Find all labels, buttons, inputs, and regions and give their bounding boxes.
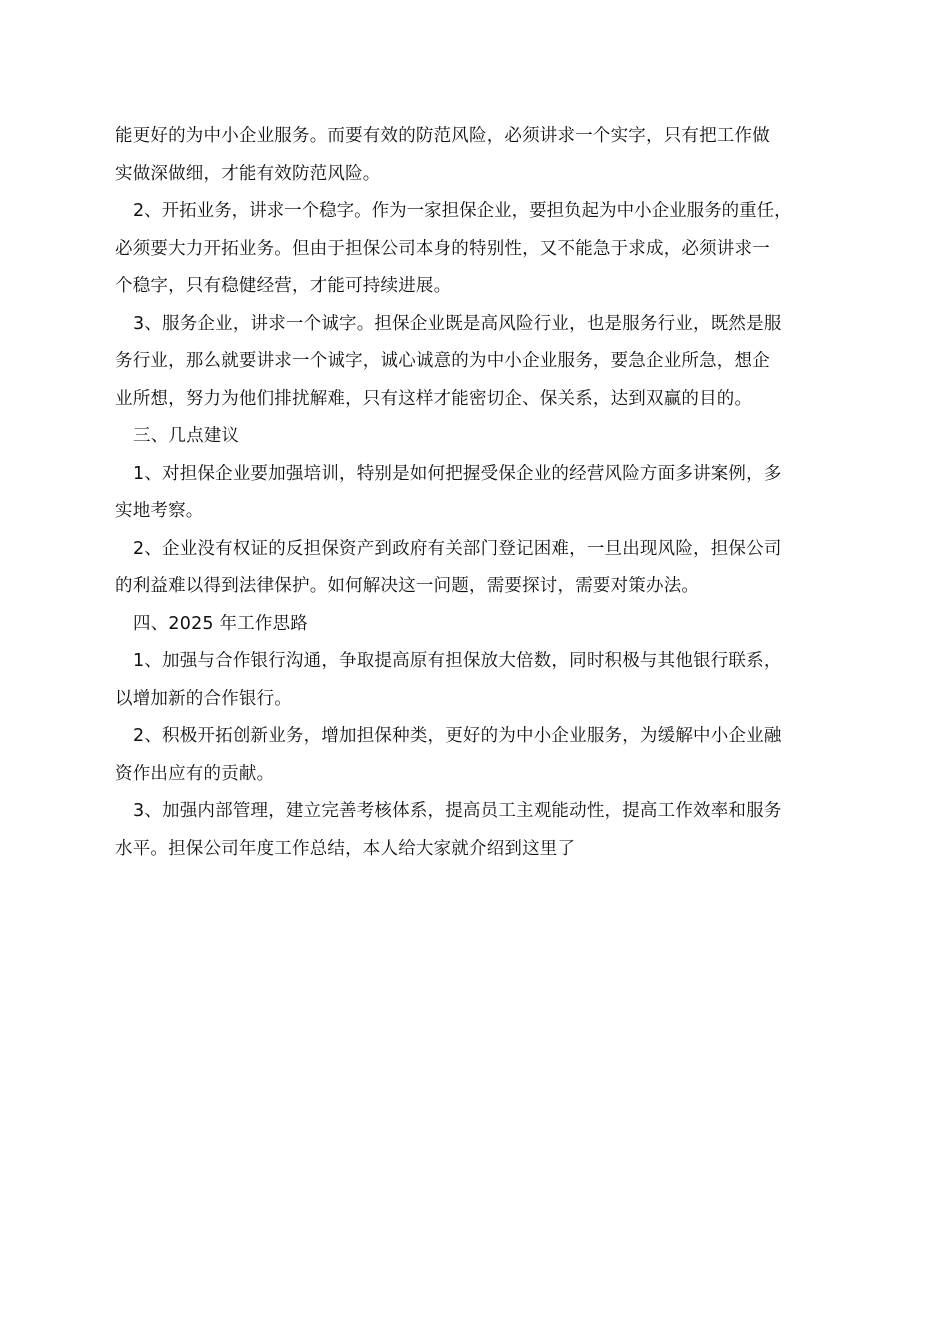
section-heading: 三、几点建议 <box>133 426 240 446</box>
text-line: 业所想，努力为他们排扰解难，只有这样才能密切企、保关系，达到双赢的目的。 <box>115 388 753 409</box>
text-line: 资作出应有的贡献。 <box>115 763 275 784</box>
text-line: 3、加强内部管理，建立完善考核体系，提高员工主观能动性，提高工作效率和服务 <box>133 801 782 821</box>
text-line: 实地考察。 <box>115 501 204 521</box>
text-line: 以增加新的合作银行。 <box>115 688 292 709</box>
document-body <box>115 118 837 868</box>
text-line: 2、积极开拓创新业务，增加担保种类，更好的为中小企业服务，为缓解中小企业融 <box>133 726 782 746</box>
text-line: 必须要大力开拓业务。但由于担保公司本身的特别性，又不能急于求成，必须讲求一 <box>115 238 770 259</box>
text-line: 能更好的为中小企业服务。而要有效的防范风险，必须讲求一个实字，只有把工作做 <box>115 126 770 146</box>
text-line: 务行业，那么就要讲求一个诚字，诚心诚意的为中小企业服务，要急企业所急，想企 <box>115 351 770 371</box>
text-line: 实做深做细，才能有效防范风险。 <box>115 163 381 184</box>
text-line: 的利益难以得到法律保护。如何解决这一问题，需要探讨，需要对策办法。 <box>115 576 700 596</box>
text-line: 3、服务企业，讲求一个诚字。担保企业既是高风险行业，也是服务行业，既然是服 <box>133 313 782 334</box>
text-line: 1、加强与合作银行沟通，争取提高原有担保放大倍数，同时积极与其他银行联系， <box>133 651 782 671</box>
text-line: 个稳字，只有稳健经营，才能可持续进展。 <box>115 276 452 296</box>
text-line: 2、开拓业务，讲求一个稳字。作为一家担保企业，要担负起为中小企业服务的重任， <box>133 201 792 221</box>
text-line: 2、企业没有权证的反担保资产到政府有关部门登记困难，一旦出现风险，担保公司 <box>133 538 782 559</box>
text-line: 水平。担保公司年度工作总结，本人给大家就介绍到这里了 <box>115 838 576 859</box>
section-heading: 四、2025 年工作思路 <box>133 613 308 634</box>
text-line: 1、对担保企业要加强培训，特别是如何把握受保企业的经营风险方面多讲案例，多 <box>133 463 782 484</box>
